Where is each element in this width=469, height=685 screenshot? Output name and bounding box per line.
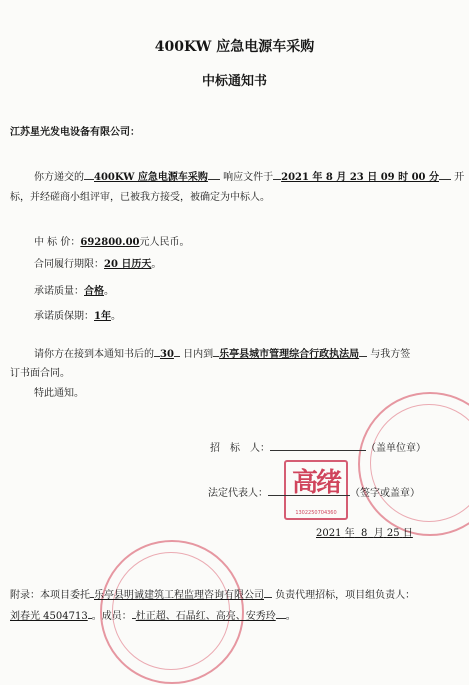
- appendix-agency: 乐亭县明诚建筑工程监理咨询有限公司: [94, 590, 264, 601]
- sign-month: 8: [361, 528, 368, 539]
- appendix-mid: 负责代理招标，项目组负责人：: [275, 590, 416, 601]
- para2-place: 乐亭县城市管理综合行政执法局: [219, 349, 360, 360]
- warranty-label: 承诺质保期：: [34, 311, 94, 322]
- appendix-prefix: 附录：本项目委托: [10, 590, 90, 601]
- legal-rep-row: [208, 485, 420, 501]
- sign-year: 2021: [316, 528, 342, 539]
- appendix-line-1: [10, 587, 415, 603]
- signing-date: [316, 527, 413, 541]
- para2-days: 30: [160, 349, 174, 360]
- paragraph-2-line-2: 订书面合同。: [10, 368, 70, 379]
- bid-price-unit: 元人民币。: [139, 237, 190, 248]
- paragraph-1-line-2: 标，并经磋商小组评审，已被我方接受，被确定为中标人。: [10, 192, 270, 203]
- bid-price-label: 中 标 价：: [34, 237, 81, 248]
- para1-suffix: 开: [454, 172, 465, 183]
- para1-date-time: 2021 年 8 月 23 日 09 时 00 分: [281, 172, 439, 183]
- para2-suffix: 与我方签: [370, 349, 411, 360]
- appendix-line-2: [10, 608, 296, 624]
- paragraph-1-line-1: [34, 169, 464, 185]
- document-subtitle: 中标通知书: [201, 74, 267, 89]
- sign-month-unit: 月: [373, 528, 384, 539]
- bid-price-value: 692800.00: [80, 237, 140, 248]
- legal-rep-note: （签字或盖章）: [350, 488, 420, 499]
- quality-value: 合格: [84, 286, 104, 297]
- para2-mid: 日内到: [183, 349, 214, 360]
- appendix-members-label: 。成员：: [91, 611, 132, 622]
- sign-day-unit: 日: [402, 528, 413, 539]
- contract-period-label: 合同履行期限：: [34, 259, 104, 270]
- para1-project: 400KW 应急电源车采购: [94, 172, 208, 183]
- para2-prefix: 请你方在接到本通知书后的: [34, 349, 154, 360]
- tenderer-row: [210, 440, 426, 456]
- recipient-name: 江苏星光发电设备有限公司：: [10, 127, 140, 138]
- warranty-row: [34, 310, 121, 324]
- legal-rep-label: 法定代表人：: [208, 488, 268, 499]
- paragraph-2-line-1: [34, 346, 410, 362]
- contract-period-end: 。: [151, 259, 162, 270]
- document-title: 400KW 应急电源车采购: [154, 39, 315, 55]
- seal-number: 1302250704360: [295, 510, 337, 516]
- quality-end: 。: [104, 286, 114, 297]
- bid-price-row: [34, 236, 190, 250]
- quality-label: 承诺质量：: [34, 286, 84, 297]
- seal-text: 高绪: [291, 468, 340, 498]
- sign-year-unit: 年: [344, 528, 355, 539]
- appendix-leader: 刘春光 4504713: [10, 611, 88, 622]
- sign-day: 25: [386, 528, 400, 539]
- warranty-end: 。: [110, 311, 121, 322]
- appendix-members: 杜正超、石晶红、高亮、安秀玲: [135, 611, 276, 622]
- warranty-value: 1年: [94, 311, 111, 322]
- notice-text: 特此通知。: [34, 388, 84, 399]
- tenderer-note: （盖单位章）: [366, 443, 426, 454]
- para1-mid: 响应文件于: [223, 172, 274, 183]
- contract-period-row: [34, 258, 161, 272]
- quality-row: [34, 285, 114, 299]
- contract-period-value: 20 日历天: [104, 259, 152, 270]
- appendix-end: 。: [285, 611, 296, 622]
- tenderer-label: 招 标 人：: [210, 443, 270, 454]
- para1-prefix: 你方递交的: [34, 172, 84, 183]
